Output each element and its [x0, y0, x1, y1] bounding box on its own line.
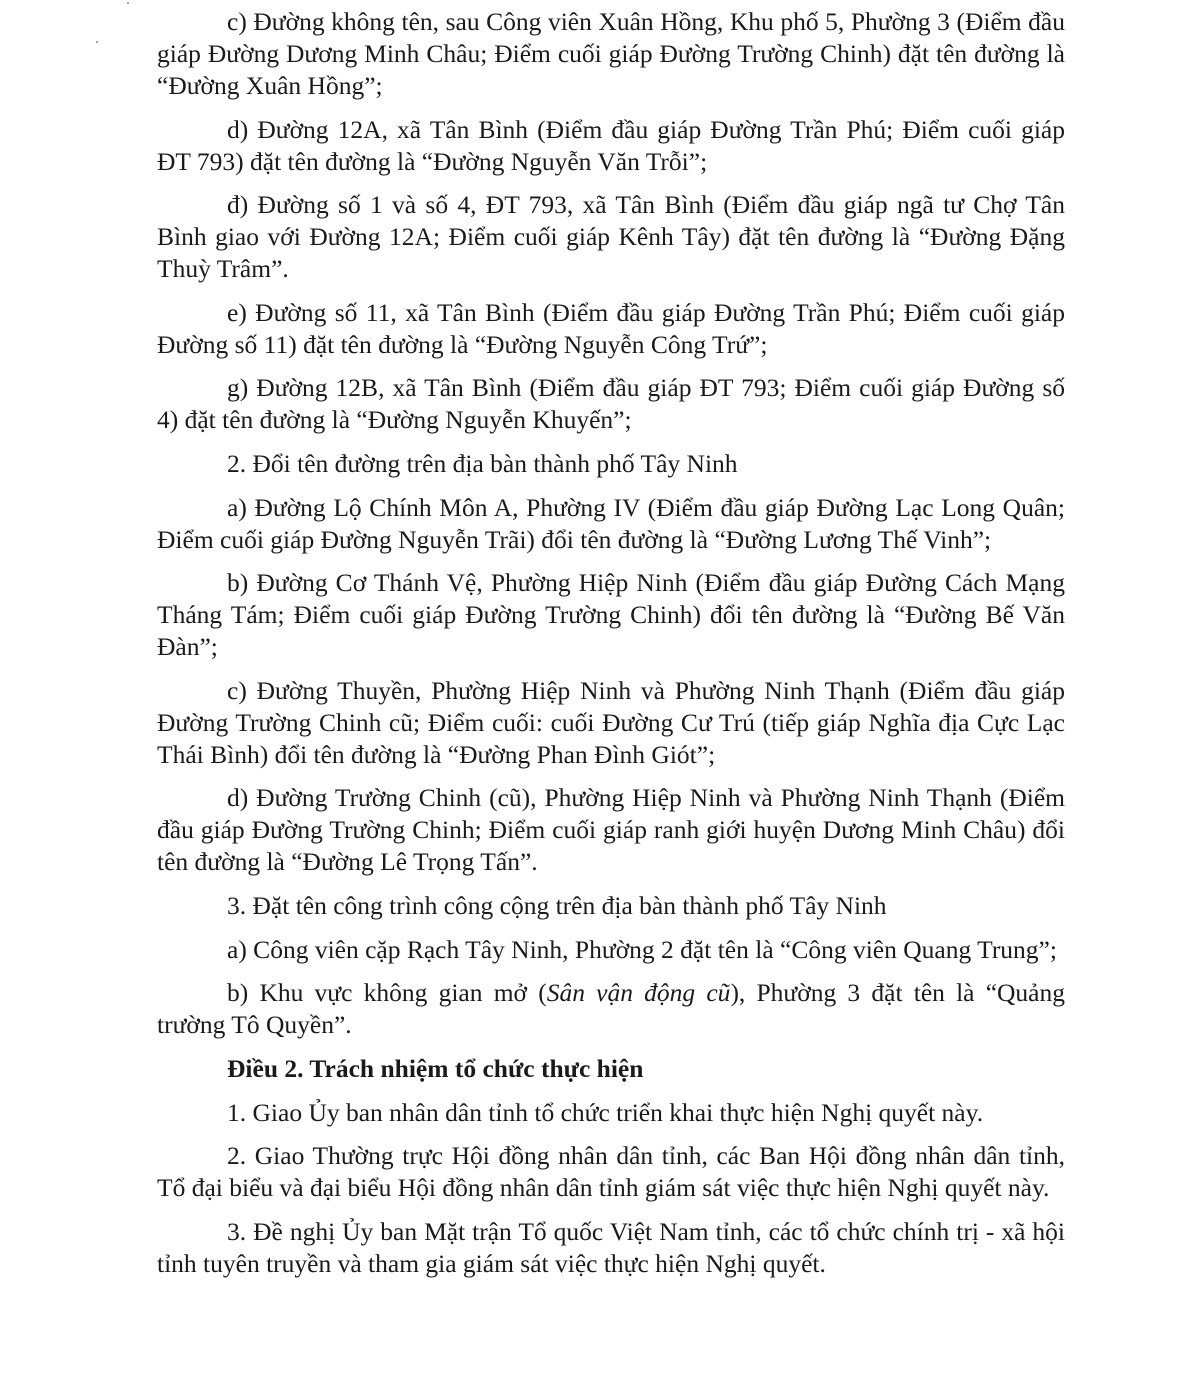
- scan-speck: [127, 2, 129, 4]
- document-page: [157, 6, 1065, 1291]
- clause-3b-before: b) Khu vực không gian mở (: [227, 978, 547, 1007]
- section-3-title: 3. Đặt tên công trình công cộng trên địa bàn thành phố Tây Ninh: [227, 890, 887, 920]
- clause-2b: b) Đường Cơ Thánh Vệ, Phường Hiệp Ninh (Điểm đầu giáp Đường Cách Mạng Tháng Tám; Điểm cuối giáp Đường Trường Chinh) đổi tên đường là “Đường Bế Văn Đàn”;: [157, 568, 1065, 661]
- clause-3b: [157, 977, 1065, 1041]
- scan-speck: [96, 41, 98, 43]
- article-2-item-2: 2. Giao Thường trực Hội đồng nhân dân tỉnh, các Ban Hội đồng nhân dân tỉnh, Tổ đại biểu và đại biểu Hội đồng nhân dân tỉnh giám sát việc thực hiện Nghị quyết này.: [157, 1141, 1065, 1202]
- article-2-item-1: 1. Giao Ủy ban nhân dân tỉnh tổ chức triển khai thực hiện Nghị quyết này.: [227, 1097, 984, 1127]
- article-2-item-3: 3. Đề nghị Ủy ban Mặt trận Tổ quốc Việt Nam tỉnh, các tổ chức chính trị - xã hội tỉnh tuyên truyền và tham gia giám sát việc thực hiện Nghị quyết.: [157, 1216, 1065, 1278]
- clause-1c: c) Đường không tên, sau Công viên Xuân Hồng, Khu phố 5, Phường 3 (Điểm đầu giáp Đường Dương Minh Châu; Điểm cuối giáp Đường Trường Chinh) đặt tên đường là “Đường Xuân Hồng”;: [157, 7, 1065, 100]
- clause-3b-after: ), Phường 3 đặt tên là “Quảng trường Tô Quyền”.: [157, 978, 1065, 1039]
- clause-2d: d) Đường Trường Chinh (cũ), Phường Hiệp Ninh và Phường Ninh Thạnh (Điểm đầu giáp Đường Trường Chinh; Điểm cuối giáp ranh giới huyện Dương Minh Châu) đổi tên đường là “Đường Lê Trọng Tấn”.: [157, 783, 1065, 876]
- clause-2a: a) Đường Lộ Chính Môn A, Phường IV (Điểm đầu giáp Đường Lạc Long Quân; Điểm cuối giáp Đường Nguyễn Trãi) đổi tên đường là “Đường Lương Thế Vinh”;: [157, 492, 1065, 554]
- clause-2c: c) Đường Thuyền, Phường Hiệp Ninh và Phường Ninh Thạnh (Điểm đầu giáp Đường Trường Chinh cũ; Điểm cuối: cuối Đường Cư Trú (tiếp giáp Nghĩa địa Cực Lạc Thái Bình) đổi tên đường là “Đường Phan Đình Giót”;: [157, 675, 1065, 769]
- clause-1d: d) Đường 12A, xã Tân Bình (Điểm đầu giáp Đường Trần Phú; Điểm cuối giáp ĐT 793) đặt tên đường là “Đường Nguyễn Văn Trỗi”;: [157, 114, 1065, 176]
- section-2-title: 2. Đổi tên đường trên địa bàn thành phố Tây Ninh: [227, 448, 738, 478]
- article-2-heading: Điều 2. Trách nhiệm tổ chức thực hiện: [227, 1053, 644, 1083]
- clause-1dd: đ) Đường số 1 và số 4, ĐT 793, xã Tân Bình (Điểm đầu giáp ngã tư Chợ Tân Bình giao với Đường 12A; Điểm cuối giáp Kênh Tây) đặt tên đường là “Đường Đặng Thuỳ Trâm”.: [157, 190, 1065, 283]
- clause-3b-italic: Sân vận động cũ: [546, 978, 731, 1007]
- clause-3a: a) Công viên cặp Rạch Tây Ninh, Phường 2 đặt tên là “Công viên Quang Trung”;: [227, 934, 1057, 964]
- clause-1e: e) Đường số 11, xã Tân Bình (Điểm đầu giáp Đường Trần Phú; Điểm cuối giáp Đường số 11) đặt tên đường là “Đường Nguyễn Công Trứ”;: [157, 297, 1065, 359]
- clause-1g: g) Đường 12B, xã Tân Bình (Điểm đầu giáp ĐT 793; Điểm cuối giáp Đường số 4) đặt tên đường là “Đường Nguyễn Khuyến”;: [157, 373, 1065, 434]
